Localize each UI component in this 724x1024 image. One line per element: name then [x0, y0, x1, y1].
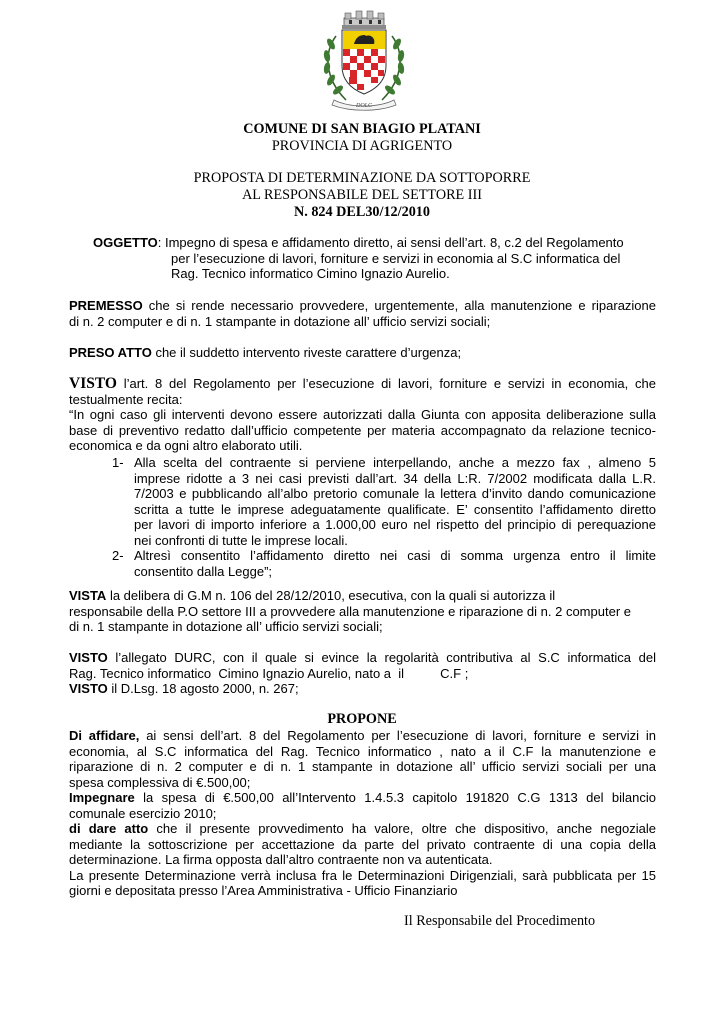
vista-label: VISTA: [69, 588, 107, 603]
visto2-line2: Rag. Tecnico informatico Cimino Ignazio Aurelio, nato a il C.F ;: [69, 665, 469, 681]
preso-atto-text: che il suddetto intervento riveste carattere d’urgenza;: [151, 345, 462, 360]
proposal-number: N. 824 DEL30/12/2010: [294, 204, 430, 220]
visto-label: VISTO: [69, 375, 117, 392]
visto1-quote1: “In ogni caso gli interventi devono essere autorizzati dalla Giunta con apposita deliberazione sulla: [69, 407, 656, 422]
list-item: 1- Alla scelta del contraente si perviene interpellando, anche a mezzo fax , almeno 5 imprese ridotte a 3 nei casi previsti dall’art. 34 della L:R. 7/2002 modificata dalla L.R. 7/2003 e pubblicando all’albo pretorio comunale la lettera d’invito dando comunicazione scritta a tutte le imprese adeguatamente qualificate. E’ consentito l’affidamento diretto per lavori di importo inferiore a 1.000,00 euro nel rispetto del principio di perequazione nei confronti di tutte le imprese locali.: [112, 455, 656, 548]
signature-label: Il Responsabile del Procedimento: [404, 913, 596, 929]
municipal-crest-logo: [316, 8, 412, 112]
oggetto-line3: Rag. Tecnico informatico Cimino Ignazio Aurelio.: [171, 266, 450, 281]
vista-line1: la delibera di G.M n. 106 del 28/12/2010, esecutiva, con la quali si autorizza il: [106, 588, 556, 603]
visto-regolamento-section: [69, 376, 656, 454]
preso-atto-label: PRESO ATTO: [69, 345, 152, 360]
proposal-title-line2: AL RESPONSABILE DEL SETTORE III: [242, 187, 482, 203]
propone-heading: PROPONE: [327, 711, 397, 727]
provincia-title: PROVINCIA DI AGRIGENTO: [271, 138, 453, 154]
visto3-text: il D.Lsg. 18 agosto 2000, n. 267;: [107, 681, 299, 696]
vista-line2: responsabile della P.O settore III a provvedere alla manutenzione e riparazione di n. 2 computer e: [69, 603, 631, 619]
oggetto-line2: per l’esecuzione di lavori, forniture e servizi in economia al S.C informatica del: [171, 250, 621, 266]
comune-title: COMUNE DI SAN BIAGIO PLATANI: [243, 121, 481, 137]
proposal-title-line1: PROPOSTA DI DETERMINAZIONE DA SOTTOPORRE: [193, 170, 531, 186]
dare-atto-label: di dare atto: [69, 821, 149, 836]
visto-label: VISTO: [69, 650, 108, 665]
list-item-number: 2-: [112, 548, 124, 563]
visto-label: VISTO: [69, 681, 108, 696]
oggetto-section: [93, 235, 653, 282]
oggetto-label: OGGETTO: [93, 235, 158, 250]
list-item-number: 1-: [112, 455, 124, 470]
shield-icon: [342, 30, 386, 94]
impegnare-label: Impegnare: [69, 790, 135, 805]
premesso-line2: di n. 2 computer e di n. 1 stampante in dotazione all’ ufficio servizi sociali;: [69, 313, 491, 329]
crown-icon: [342, 11, 386, 29]
vista-line3: di n. 1 stampante in dotazione all’ ufficio servizi sociali;: [69, 619, 383, 634]
visto-durc-section: [69, 650, 656, 697]
affidare-label: Di affidare,: [69, 728, 140, 743]
visto1-line1: l’art. 8 del Regolamento per l’esecuzione di lavori, forniture e servizi in economia, che: [116, 376, 656, 391]
list-item: 2- Altresì consentito l’affidamento diretto nei casi di somma urgenza entro il limite consentito dalla Legge”;: [112, 548, 656, 579]
preso-atto-section: [69, 345, 656, 361]
visto1-quote2: base di preventivo redatto dall’ufficio competente per materia accompagnato da relazione tecnico-: [69, 422, 656, 438]
vista-delibera-section: [69, 588, 656, 635]
oggetto-line1: : Impegno di spesa e affidamento diretto, ai sensi dell’art. 8, c.2 del Regolamento: [157, 235, 624, 250]
crest-motto: DOLC: [355, 103, 373, 109]
premesso-line1: che si rende necessario provvedere, urgentemente, alla manutenzione e riparazione: [142, 298, 656, 313]
premesso-label: PREMESSO: [69, 298, 143, 313]
numbered-list: [108, 455, 656, 579]
visto1-quote3: economica e da ogni altro elaborato utili.: [69, 438, 303, 453]
propone-section: Di affidare, ai sensi dell’art. 8 del Regolamento per l’esecuzione di lavori, forniture e servizi in economia, al S.C informatica del Rag. Tecnico informatico , nato a il C.F la manutenzione e riparazione di n. 2 computer e di n. 1 stampante in dotazione all’ ufficio servizi sociali per una spesa complessiva di €.500,00; Impegnare la spesa di €.500,00 all’Intervento 1.4.5.3 capitolo 191820 C.G 1313 del bilancio comunale esercizio 2010; di dare atto che il presente provvedimento ha valore, oltre che dispositivo, anche negoziale mediante la sottoscrizione per accettazione da parte del privato contraente di una copia della determinazione. La firma opposta dall’altro contraente non va autenticata. La presente Determinazione verrà inclusa fra le Determinazioni Dirigenziali, sarà pubblicata per 15 giorni e depositata presso l’Area Amministrativa - Ufficio Finanziario: [69, 728, 656, 898]
visto2-line1: l’allegato DURC, con il quale si evince la regolarità contributiva al S.C informatica del: [107, 650, 656, 665]
visto1-line2: testualmente recita:: [69, 391, 183, 407]
premesso-section: [69, 298, 656, 329]
